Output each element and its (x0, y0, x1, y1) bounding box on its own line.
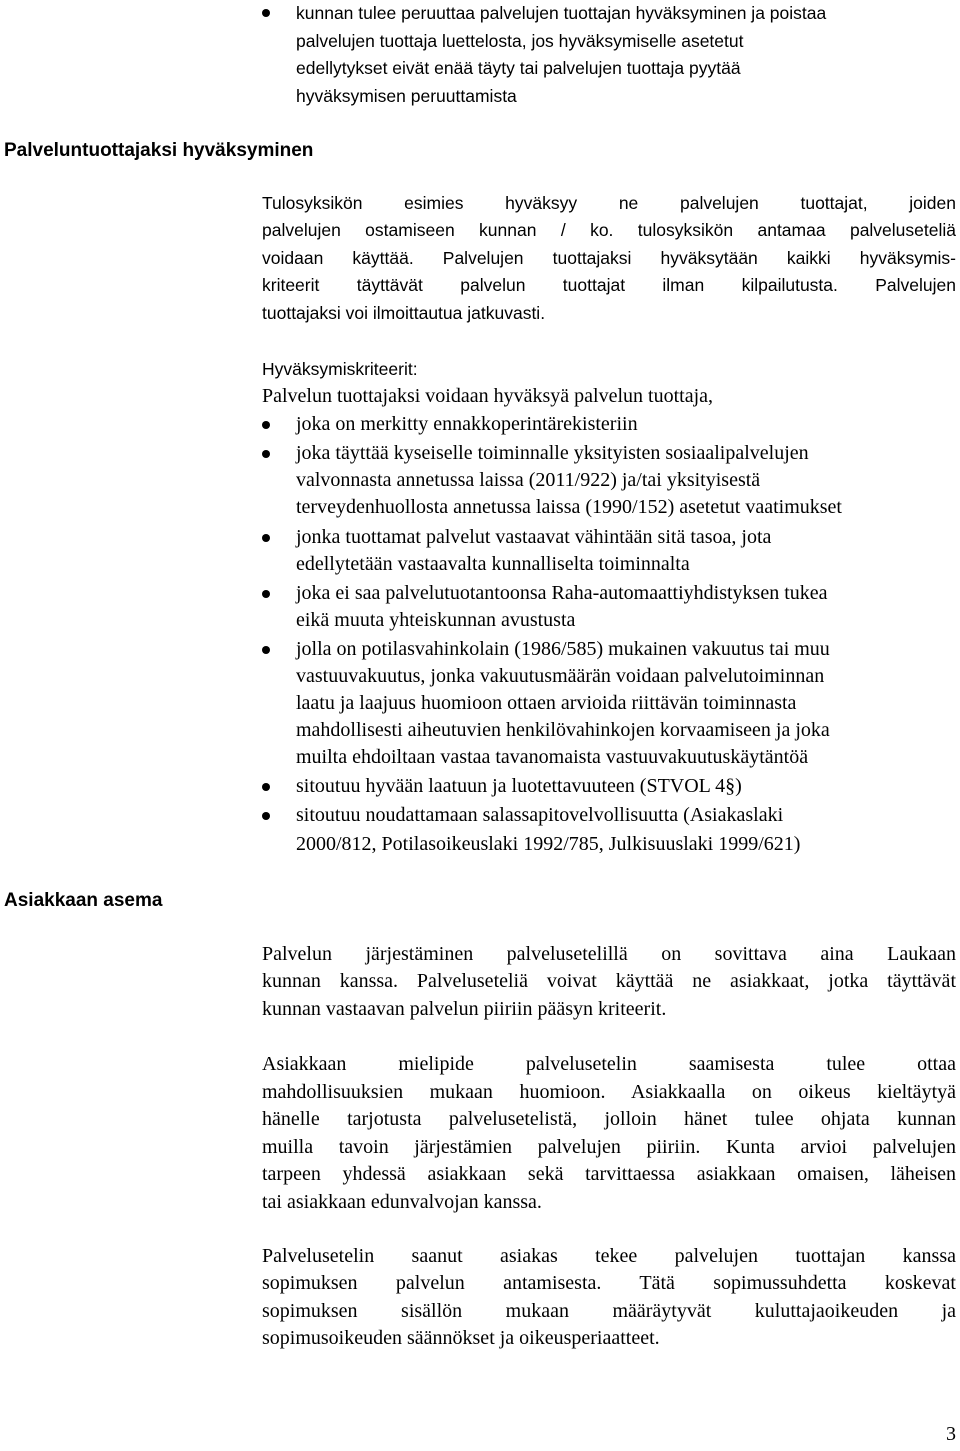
criteria-line: jonka tuottamat palvelut vastaavat vähintään sitä tasoa, jota (296, 526, 772, 548)
bullet-icon (262, 450, 270, 458)
bullet-line: palvelujen tuottaja luettelosta, jos hyväksymiselle asetetut (296, 31, 744, 51)
criteria-line: jolla on potilasvahinkolain (1986/585) mukainen vakuutus tai muu (296, 638, 830, 660)
paragraph-line: voidaan käyttää. Palvelujen tuottajaksi hyväksytään kaikki hyväksymis- (262, 248, 956, 268)
bullet-icon (262, 421, 270, 429)
page-number: 3 (946, 1423, 956, 1445)
criteria-line: joka ei saa palvelutuotantoonsa Raha-automaattiyhdistyksen tukea (296, 582, 828, 604)
paragraph-line: kriteerit täyttävät palvelun tuottajat ilman kilpailutusta. Palvelujen (262, 275, 956, 295)
paragraph-line: Asiakkaan mielipide palvelusetelin saamisesta tulee ottaa (262, 1053, 956, 1075)
paragraph-line: Palvelun järjestäminen palvelusetelillä on sovittava aina Laukaan (262, 943, 956, 965)
criteria-line: sitoutuu noudattamaan salassapitovelvollisuutta (Asiakaslaki (296, 804, 784, 826)
criteria-line: joka on merkitty ennakkoperintärekisteriin (296, 413, 638, 435)
bullet-line: hyväksymisen peruuttamista (296, 86, 517, 106)
bullet-line: edellytykset eivät enää täyty tai palvelujen tuottaja pyytää (296, 58, 741, 78)
paragraph-line: sopimusoikeuden säännökset ja oikeusperiaatteet. (262, 1327, 660, 1349)
paragraph-line: sopimuksen sisällön mukaan määräytyvät kuluttajaoikeuden ja (262, 1300, 956, 1322)
paragraph-line: tarpeen yhdessä asiakkaan sekä tarvittaessa asiakkaan omaisen, läheisen (262, 1163, 956, 1185)
bullet-icon (262, 783, 270, 791)
bullet-icon (262, 812, 270, 820)
paragraph-line: Tulosyksikön esimies hyväksyy ne palvelujen tuottajat, joiden (262, 193, 956, 213)
paragraph-line: muilla tavoin järjestämien palvelujen piiriin. Kunta arvioi palvelujen (262, 1136, 956, 1158)
paragraph-line: hänelle tarjotusta palvelusetelistä, jolloin hänet tulee ohjata kunnan (262, 1108, 956, 1130)
paragraph-line: palvelujen ostamiseen kunnan / ko. tulosyksikön antamaa palveluseteliä (262, 220, 956, 240)
criteria-line: sitoutuu hyvään laatuun ja luotettavuuteen (STVOL 4§) (296, 775, 742, 797)
criteria-line: edellytetään vastaavalta kunnalliselta toiminnalta (296, 553, 690, 575)
criteria-line: muilta ehdoiltaan vastaa tavanomaista vastuuvakuutuskäytäntöä (296, 746, 809, 768)
paragraph-line: Palvelusetelin saanut asiakas tekee palvelujen tuottajan kanssa (262, 1245, 956, 1267)
criteria-line: vastuuvakuutus, jonka vakuutusmäärän voidaan palvelutoiminnan (296, 665, 825, 687)
section-heading-asiakkaan-asema: Asiakkaan asema (4, 890, 163, 911)
paragraph-line: mahdollisuuksien mukaan huomioon. Asiakkaalla on oikeus kieltäytyä (262, 1081, 956, 1103)
criteria-line: mahdollisesti aiheutuvien henkilövahinkojen korvaamiseen ja joka (296, 719, 830, 741)
paragraph-line: kunnan vastaavan palvelun piiriin pääsyn kriteerit. (262, 998, 667, 1020)
criteria-intro: Palvelun tuottajaksi voidaan hyväksyä palvelun tuottaja, (262, 385, 714, 407)
bullet-line: kunnan tulee peruuttaa palvelujen tuottajan hyväksyminen ja poistaa (296, 3, 827, 23)
criteria-title: Hyväksymiskriteerit: (262, 359, 418, 379)
bullet-icon (262, 646, 270, 654)
bullet-icon (262, 534, 270, 542)
criteria-line: 2000/812, Potilasoikeuslaki 1992/785, Julkisuuslaki 1999/621) (296, 833, 801, 855)
paragraph-line: kunnan kanssa. Palveluseteliä voivat käyttää ne asiakkaat, jotka täyttävät (262, 970, 956, 992)
section-heading-palveluntuottajaksi: Palveluntuottajaksi hyväksyminen (4, 140, 314, 161)
criteria-line: eikä muuta yhteiskunnan avustusta (296, 609, 576, 631)
paragraph-line: sopimuksen palvelun antamisesta. Tätä sopimussuhdetta koskevat (262, 1272, 956, 1294)
criteria-line: valvonnasta annetussa laissa (2011/922) ja/tai yksityisestä (296, 469, 761, 491)
bullet-icon (262, 9, 270, 17)
paragraph-line: tuottajaksi voi ilmoittautua jatkuvasti. (262, 303, 546, 323)
bullet-icon (262, 590, 270, 598)
paragraph-line: tai asiakkaan edunvalvojan kanssa. (262, 1191, 542, 1213)
criteria-line: terveydenhuollosta annetussa laissa (1990/152) asetetut vaatimukset (296, 496, 842, 518)
criteria-line: joka täyttää kyseiselle toiminnalle yksityisten sosiaalipalvelujen (296, 442, 809, 464)
criteria-line: laatu ja laajuus huomioon ottaen arvioida riittävän toiminnasta (296, 692, 797, 714)
